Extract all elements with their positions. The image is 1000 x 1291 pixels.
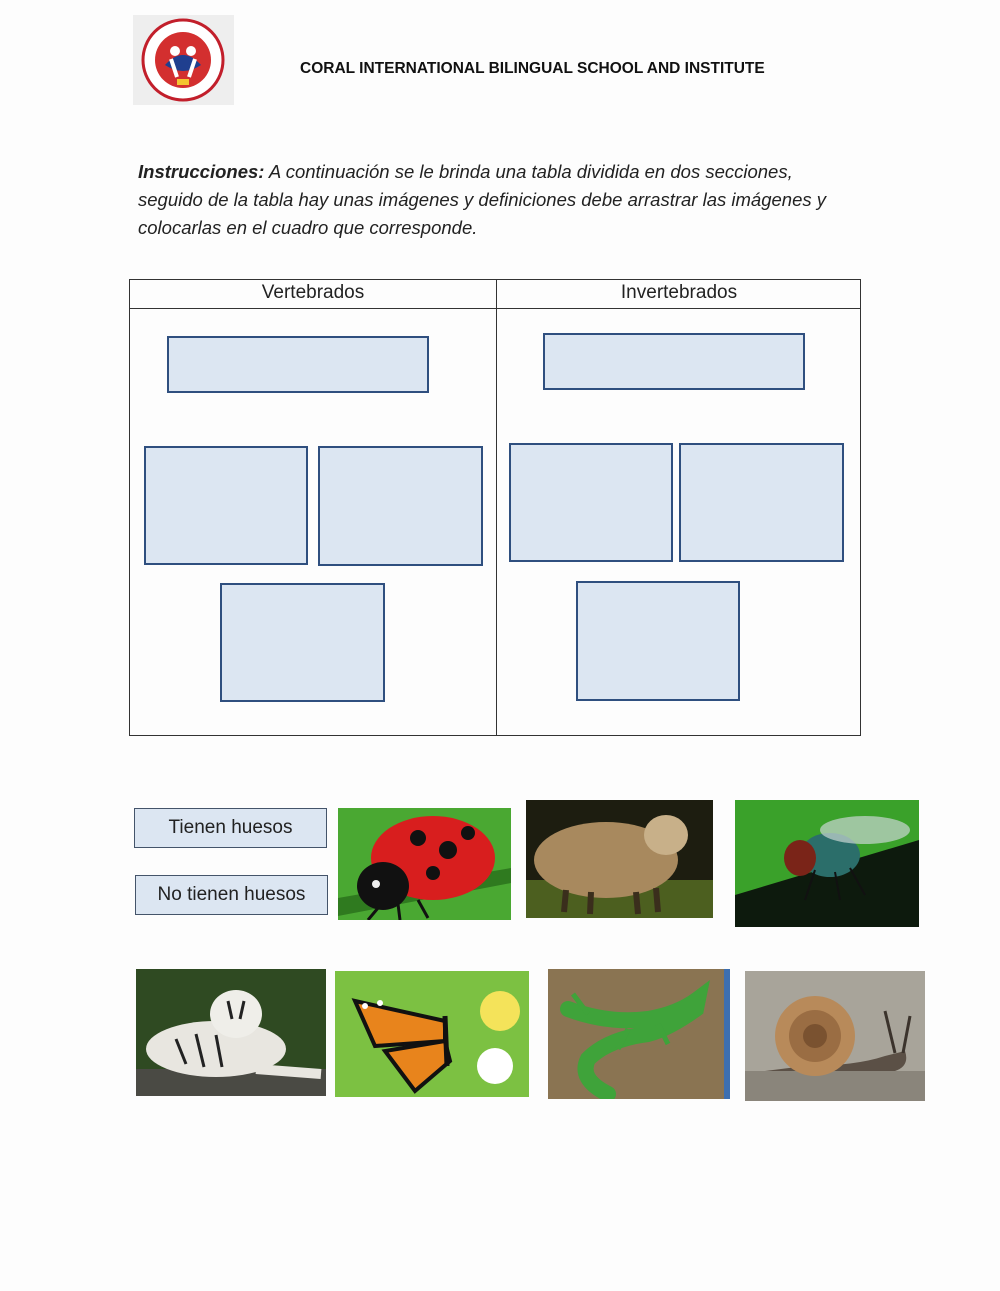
drop-zone-vertebrados-label[interactable] — [167, 336, 429, 393]
drop-zone-invertebrados-image-2[interactable] — [679, 443, 844, 562]
card-tienen-huesos[interactable]: Tienen huesos — [134, 808, 327, 848]
drop-zone-invertebrados-image-3[interactable] — [576, 581, 740, 701]
butterfly-image[interactable] — [335, 971, 529, 1097]
school-title: CORAL INTERNATIONAL BILINGUAL SCHOOL AND INSTITUTE — [300, 60, 765, 77]
instructions — [138, 158, 838, 242]
snail-image[interactable] — [745, 971, 925, 1101]
instructions-text: A continuación se le brinda una tabla dividida en dos secciones, seguido de la tabla hay unas imágenes y definiciones debe arrastrar las imágenes y colocarlas en el cuadro que corresponde. — [138, 161, 826, 238]
column-divider — [496, 280, 497, 735]
fly-image[interactable] — [735, 800, 919, 927]
drop-zone-invertebrados-label[interactable] — [543, 333, 805, 390]
white-tiger-image[interactable] — [136, 969, 326, 1096]
column-header-invertebrados: Invertebrados — [620, 282, 738, 303]
drop-zone-vertebrados-image-2[interactable] — [318, 446, 483, 566]
classification-table — [129, 279, 861, 736]
school-logo — [133, 15, 234, 105]
drop-zone-vertebrados-image-1[interactable] — [144, 446, 308, 565]
drop-zone-invertebrados-image-1[interactable] — [509, 443, 673, 562]
column-header-vertebrados: Vertebrados — [261, 282, 365, 303]
header-divider — [130, 308, 860, 309]
card-no-tienen-huesos[interactable]: No tienen huesos — [135, 875, 328, 915]
drop-zone-vertebrados-image-3[interactable] — [220, 583, 385, 702]
instructions-label: Instrucciones: — [138, 161, 265, 182]
ladybug-image[interactable] — [338, 808, 511, 920]
sheep-image[interactable] — [526, 800, 713, 918]
lizard-image[interactable] — [548, 969, 730, 1099]
